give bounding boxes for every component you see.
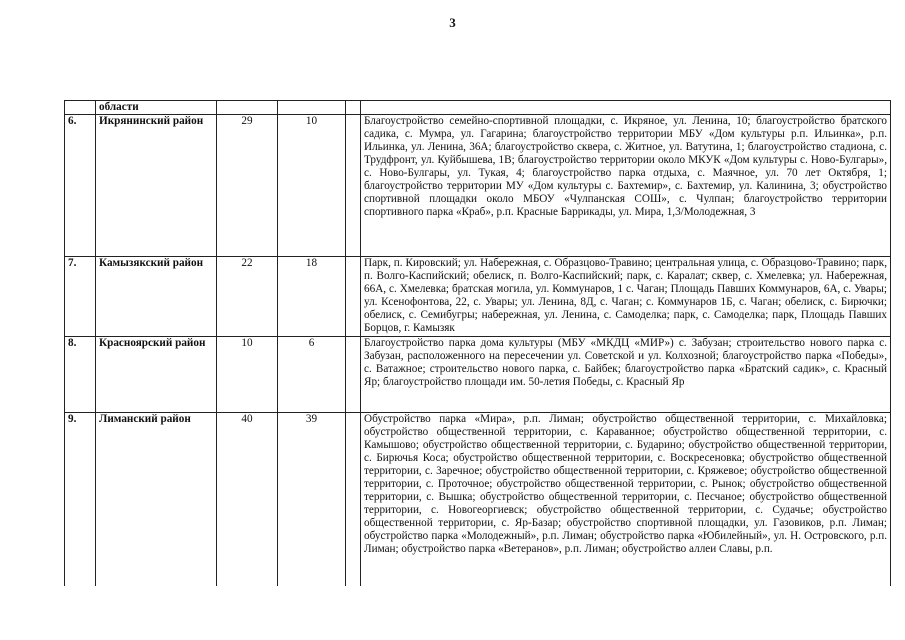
cell-count-a: 22 — [217, 257, 278, 337]
table-row — [65, 101, 891, 115]
cell-num: 9. — [65, 413, 96, 587]
cell-empty — [346, 115, 361, 257]
cell-empty — [346, 257, 361, 337]
table-row — [65, 337, 891, 413]
cell-empty — [346, 413, 361, 587]
table-row — [65, 257, 891, 337]
cell-count-b: 18 — [278, 257, 346, 337]
cell-empty — [346, 337, 361, 413]
cell-name: Икрянинский район — [96, 115, 217, 257]
cell-count-b: 10 — [278, 115, 346, 257]
cell-count-a — [217, 101, 278, 115]
table-row — [65, 413, 891, 587]
cell-num: 8. — [65, 337, 96, 413]
cell-name: Лиманский район — [96, 413, 217, 587]
cell-count-b: 6 — [278, 337, 346, 413]
cell-num: 6. — [65, 115, 96, 257]
cell-count-a: 10 — [217, 337, 278, 413]
cell-num: 7. — [65, 257, 96, 337]
cell-empty — [346, 101, 361, 115]
cell-name: Камызякский район — [96, 257, 217, 337]
cell-count-a: 29 — [217, 115, 278, 257]
page-number: 3 — [449, 15, 456, 30]
cell-count-b: 39 — [278, 413, 346, 587]
cell-description: Благоустройство парка дома культуры (МБУ «МКДЦ «МИР») с. Забузан; строительство нового парка с. Забузан, расположенного на пересечении ул. Советской и ул. Колхозной; благоустройство парка «Победы», с. Ватажное; строительство нового парка, с. Байбек; благоустройство парка «Братский садик», с. Красный Яр; благоустройство площади им. 50-летия Победы, с. Красный Яр — [361, 337, 891, 413]
table-row — [65, 115, 891, 257]
cell-description: Благоустройство семейно-спортивной площадки, с. Икряное, ул. Ленина, 10; благоустройство братского садика, с. Мумра, ул. Гагарина; благоустройство территории МБУ «Дом культуры р.п. Ильинка», р.п. Ильинка, ул. Ленина, 36А; благоустройство сквера, с. Житное, ул. Ватутина, 1; благоустройство стадиона, с. Трудфронт, ул. Куйбышева, 1В; благоустройство территории около МКУК «Дом культуры с. Ново-Булгары», с. Ново-Булгары, ул. Тукая, 4; благоустройство парка отдыха, с. Маячное, ул. 70 лет Октября, 1; благоустройство территории МУ «Дом культуры с. Бахтемир», с. Бахтемир, ул. Калинина, 3; обустройство спортивной площадки около МБОУ «Чулпанская СОШ», с. Чулпан; благоустройство территории спортивного парка «Краб», р.п. Красные Баррикады, ул. Мира, 1,3/Молодежная, 3 — [361, 115, 891, 257]
cell-num — [65, 101, 96, 115]
cell-description: Парк, п. Кировский; ул. Набережная, с. Образцово-Травино; центральная улица, с. Образцово-Травино; парк, п. Волго-Каспийский; обелиск, п. Волго-Каспийский; парк, с. Каралат; сквер, с. Хмелевка; ул. Набережная, 66А, с. Хмелевка; братская могила, ул. Коммунаров, 1 с. Чаган; Площадь Павших Коммунаров, 6А, с. Увары; ул. Ксенофонтова, 22, с. Увары; ул. Ленина, 8Д, с. Чаган; с. Коммунаров 1Б, с. Чаган; обелиск, с. Бирючки; обелиск, с. Семибугры; набережная, ул. Ленина, с. Самоделка; парк, с. Самоделка; парк, Площадь Павших Борцов, г. Камызяк — [361, 257, 891, 337]
cell-count-a: 40 — [217, 413, 278, 587]
cell-count-b — [278, 101, 346, 115]
cell-description — [361, 101, 891, 115]
districts-table — [64, 100, 891, 586]
cell-description: Обустройство парка «Мира», р.п. Лиман; обустройство общественной территории, с. Михайловка; обустройство общественной территории, с. Караванное; обустройство общественной территории, с. Камышово; обустройство общественной территории, с. Бударино; обустройство общественной территории, с. Бирючья Коса; обустройство общественной территории, с. Воскресеновка; обустройство общественной территории, с. Заречное; обустройство общественной территории, с. Кряжевое; обустройство общественной территории, с. Проточное; обустройство общественной территории, с. Рынок; обустройство общественной территории, с. Вышка; обустройство общественной территории, с. Песчаное; обустройство общественной территории, с. Новогеоргиевск; обустройство общественной территории, с. Судачье; обустройство общественной территории, с. Яр-Базар; обустройство спортивной площадки, ул. Газовиков, р.п. Лиман; обустройство парка «Молодежный», р.п. Лиман; обустройство парка «Юбилейный», ул. Н. Островского, р.п. Лиман; обустройство парка «Ветеранов», р.п. Лиман; обустройство аллеи Славы, р.п. — [361, 413, 891, 587]
cell-name: Красноярский район — [96, 337, 217, 413]
cell-name: области — [96, 101, 217, 115]
